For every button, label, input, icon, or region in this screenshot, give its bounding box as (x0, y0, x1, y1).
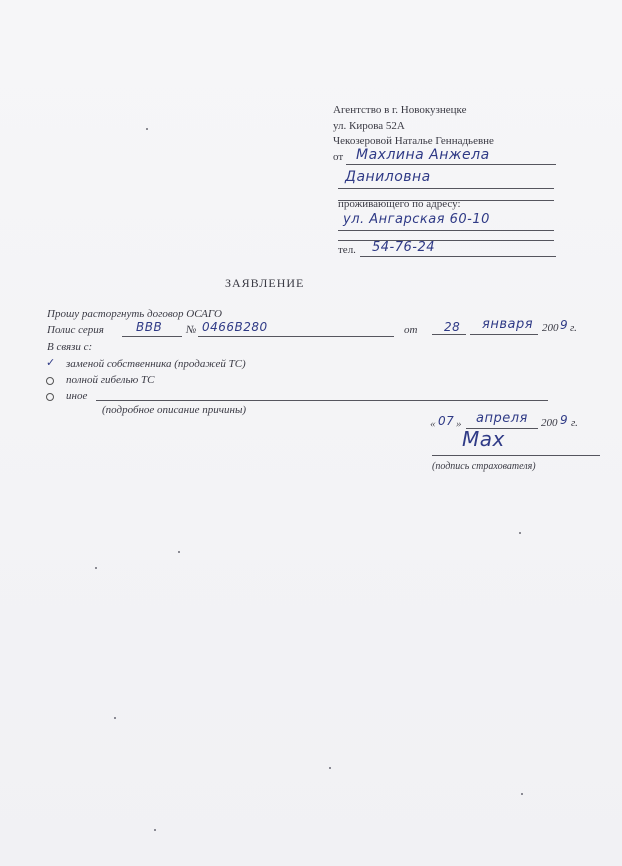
sign-date-year-suffix: 9 (560, 413, 569, 427)
reason-label: В связи с: (47, 341, 93, 353)
scan-speck (519, 532, 521, 534)
sign-date-month: апреля (476, 411, 528, 426)
phone-label: тел. (338, 244, 356, 256)
scan-speck (114, 717, 116, 719)
scan-speck (178, 551, 180, 553)
date-year-suffix: 9 (560, 318, 569, 332)
scan-speck (154, 829, 156, 831)
residing-label: проживающего по адресу: (338, 198, 461, 210)
scan-speck (329, 767, 331, 769)
policy-series: ВВВ (136, 320, 163, 334)
policy-label: Полис серия (47, 324, 104, 336)
date-from-label: от (404, 324, 418, 336)
address-underline (338, 230, 554, 231)
applicant-address: ул. Ангарская 60-10 (343, 212, 490, 227)
name-underline-2 (338, 188, 554, 189)
applicant-phone: 54-76-24 (372, 240, 436, 255)
reason-option-2: полной гибелью ТС (66, 374, 155, 386)
request-text: Прошу расторгнуть договор ОСАГО (47, 308, 222, 320)
sign-date-day: 07 (438, 414, 455, 428)
sign-date-open-quote: « (430, 418, 436, 430)
applicant-name-2: Даниловна (345, 169, 431, 185)
checkmark-icon: ✓ (46, 356, 56, 369)
policy-number: 0466В280 (202, 320, 268, 334)
reason-option-1: заменой собственника (продажей ТС) (66, 358, 246, 370)
signature-caption: (подпись страхователя) (432, 461, 536, 472)
details-caption: (подробное описание причины) (102, 404, 247, 416)
signature-underline (432, 455, 600, 456)
sign-date-year-prefix: 200 (541, 417, 558, 429)
policy-no-label: № (186, 324, 197, 336)
from-underline (346, 164, 556, 165)
address-underline-2 (338, 240, 554, 241)
reason-option-3: иное (66, 390, 88, 402)
date-day: 28 (444, 320, 461, 334)
radio-bullet-icon (46, 377, 54, 385)
sign-date-end: г. (571, 417, 578, 429)
sign-date-close-quote: » (456, 418, 462, 430)
scan-speck (95, 567, 97, 569)
handwritten-signature: Мах (462, 427, 505, 451)
date-day-underline (432, 334, 466, 335)
addressee-name: Чекозеровой Натальe Геннадьевне (333, 135, 494, 147)
other-reason-underline (96, 400, 548, 401)
document-title: ЗАЯВЛЕНИЕ (225, 276, 305, 290)
date-year-prefix: 200 (542, 322, 559, 334)
date-month-underline (470, 334, 538, 335)
applicant-name-1: Махлина Анжела (356, 147, 490, 163)
radio-bullet-icon (46, 393, 54, 401)
scan-speck (521, 793, 523, 795)
date-year-end: г. (570, 322, 577, 334)
phone-underline (360, 256, 556, 257)
policy-number-underline (198, 336, 394, 337)
agency-line: Агентство в г. Новокузнецке (333, 104, 467, 116)
scan-speck (146, 128, 148, 130)
from-label: от (333, 151, 344, 163)
date-month: января (482, 317, 534, 332)
policy-series-underline (122, 336, 182, 337)
agency-address: ул. Кирова 52А (333, 120, 405, 132)
